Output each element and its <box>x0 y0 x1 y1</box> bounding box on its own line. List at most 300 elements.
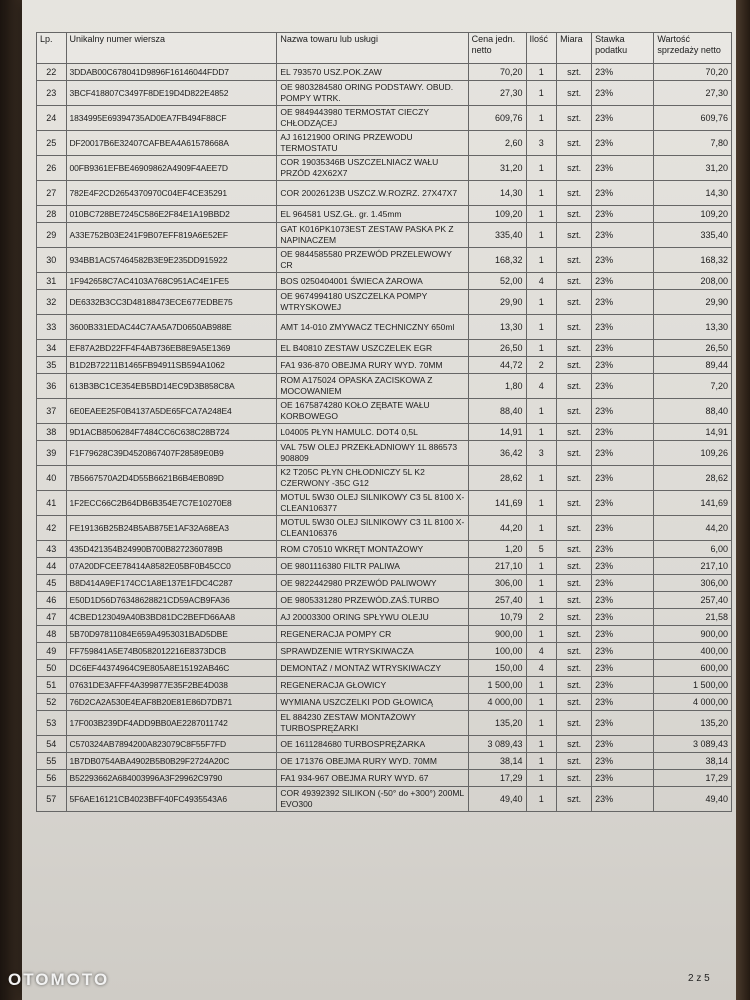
page-number: 2 z 5 <box>688 973 710 984</box>
row-quantity: 1 <box>526 424 557 441</box>
row-unit-price: 900,00 <box>468 626 526 643</box>
row-net-value: 17,29 <box>654 770 732 787</box>
row-vat-rate: 23% <box>592 315 654 340</box>
row-net-value: 31,20 <box>654 156 732 181</box>
row-net-value: 335,40 <box>654 223 732 248</box>
row-unit: szt. <box>557 181 592 206</box>
row-item-name: EL 884230 ZESTAW MONTAŻOWY TURBOSPRĘŻARKI <box>277 711 468 736</box>
row-unit: szt. <box>557 81 592 106</box>
table-row <box>37 156 732 181</box>
row-net-value: 49,40 <box>654 787 732 812</box>
row-code: DF20017B6E32407CAFBEA4A61578668A <box>66 131 277 156</box>
row-unit: szt. <box>557 223 592 248</box>
row-vat-rate: 23% <box>592 466 654 491</box>
row-net-value: 29,90 <box>654 290 732 315</box>
row-code: B52293662A684003996A3F29962C9790 <box>66 770 277 787</box>
row-net-value: 257,40 <box>654 592 732 609</box>
row-lp: 23 <box>37 81 67 106</box>
row-lp: 30 <box>37 248 67 273</box>
row-lp: 39 <box>37 441 67 466</box>
row-net-value: 217,10 <box>654 558 732 575</box>
row-item-name: OE 9674994180 USZCZELKA POMPY WTRYSKOWEJ <box>277 290 468 315</box>
table-row <box>37 541 732 558</box>
row-net-value: 28,62 <box>654 466 732 491</box>
row-unit: szt. <box>557 315 592 340</box>
row-unit: szt. <box>557 660 592 677</box>
row-net-value: 900,00 <box>654 626 732 643</box>
table-row <box>37 399 732 424</box>
row-quantity: 2 <box>526 609 557 626</box>
row-item-name: REGENERACJA GŁOWICY <box>277 677 468 694</box>
row-vat-rate: 23% <box>592 340 654 357</box>
row-item-name: OE 9801116380 FILTR PALIWA <box>277 558 468 575</box>
row-unit-price: 36,42 <box>468 441 526 466</box>
row-vat-rate: 23% <box>592 541 654 558</box>
row-code: 7B5667570A2D4D55B6621B6B4EB089D <box>66 466 277 491</box>
row-net-value: 7,20 <box>654 374 732 399</box>
invoice-items-table <box>36 32 732 812</box>
row-code: 5B70D97811084E659A4953031BAD5DBE <box>66 626 277 643</box>
row-item-name: WYMIANA USZCZELKI POD GŁOWICĄ <box>277 694 468 711</box>
row-code: EF87A2BD22FF4F4AB736EB8E9A5E1369 <box>66 340 277 357</box>
row-net-value: 135,20 <box>654 711 732 736</box>
row-net-value: 600,00 <box>654 660 732 677</box>
row-item-name: REGENERACJA POMPY CR <box>277 626 468 643</box>
row-vat-rate: 23% <box>592 753 654 770</box>
row-lp: 49 <box>37 643 67 660</box>
row-code: 4CBED123049A40B3BD81DC2BEFD66AA8 <box>66 609 277 626</box>
row-code: 1F2ECC66C2B64DB6B354E7C7E10270E8 <box>66 491 277 516</box>
row-unit-price: 1 500,00 <box>468 677 526 694</box>
row-lp: 57 <box>37 787 67 812</box>
row-vat-rate: 23% <box>592 592 654 609</box>
row-lp: 46 <box>37 592 67 609</box>
table-row <box>37 340 732 357</box>
header-unit: Miara <box>557 33 592 64</box>
table-row <box>37 694 732 711</box>
row-vat-rate: 23% <box>592 399 654 424</box>
row-vat-rate: 23% <box>592 491 654 516</box>
row-vat-rate: 23% <box>592 290 654 315</box>
row-unit: szt. <box>557 491 592 516</box>
row-net-value: 6,00 <box>654 541 732 558</box>
row-net-value: 70,20 <box>654 64 732 81</box>
row-item-name: BOS 0250404001 ŚWIECA ŻAROWA <box>277 273 468 290</box>
table-body <box>37 64 732 812</box>
row-item-name: OE 9844585580 PRZEWÓD PRZELEWOWY CR <box>277 248 468 273</box>
row-lp: 38 <box>37 424 67 441</box>
row-code: 5F6AE16121CB4023BFF40FC4935543A6 <box>66 787 277 812</box>
row-item-name: DEMONTAŻ / MONTAŻ WTRYSKIWACZY <box>277 660 468 677</box>
row-item-name: AMT 14-010 ZMYWACZ TECHNICZNY 650ml <box>277 315 468 340</box>
row-item-name: FA1 936-870 OBEJMA RURY WYD. 70MM <box>277 357 468 374</box>
row-vat-rate: 23% <box>592 516 654 541</box>
row-code: 6E0EAEE25F0B4137A5DE65FCA7A248E4 <box>66 399 277 424</box>
row-code: 1F942658C7AC4103A768C951AC4E1FE5 <box>66 273 277 290</box>
row-item-name: ROM A175024 OPASKA ZACISKOWA Z MOCOWANIEM <box>277 374 468 399</box>
row-lp: 41 <box>37 491 67 516</box>
row-lp: 22 <box>37 64 67 81</box>
row-unit: szt. <box>557 273 592 290</box>
table-row <box>37 181 732 206</box>
header-price: Cena jedn. netto <box>468 33 526 64</box>
row-code: F1F79628C39D4520867407F28589E0B9 <box>66 441 277 466</box>
row-quantity: 4 <box>526 660 557 677</box>
row-unit: szt. <box>557 626 592 643</box>
row-vat-rate: 23% <box>592 575 654 592</box>
row-unit-price: 14,91 <box>468 424 526 441</box>
row-lp: 31 <box>37 273 67 290</box>
row-unit-price: 135,20 <box>468 711 526 736</box>
row-unit-price: 29,90 <box>468 290 526 315</box>
row-net-value: 141,69 <box>654 491 732 516</box>
row-net-value: 14,30 <box>654 181 732 206</box>
row-unit: szt. <box>557 575 592 592</box>
row-item-name: OE 1675874280 KOŁO ZĘBATE WAŁU KORBOWEGO <box>277 399 468 424</box>
row-vat-rate: 23% <box>592 643 654 660</box>
row-lp: 50 <box>37 660 67 677</box>
table-row <box>37 315 732 340</box>
row-net-value: 306,00 <box>654 575 732 592</box>
row-net-value: 88,40 <box>654 399 732 424</box>
row-unit-price: 28,62 <box>468 466 526 491</box>
row-lp: 35 <box>37 357 67 374</box>
row-lp: 51 <box>37 677 67 694</box>
table-row <box>37 736 732 753</box>
row-item-name: OE 9805331280 PRZEWÓD.ZAŚ.TURBO <box>277 592 468 609</box>
row-unit: szt. <box>557 106 592 131</box>
row-item-name: FA1 934-967 OBEJMA RURY WYD. 67 <box>277 770 468 787</box>
table-row <box>37 374 732 399</box>
row-unit-price: 1,20 <box>468 541 526 558</box>
row-code: 9D1ACB8506284F7484CC6C638C28B724 <box>66 424 277 441</box>
row-net-value: 109,26 <box>654 441 732 466</box>
row-code: 07A20DFCEE78414A8582E05BF0B45CC0 <box>66 558 277 575</box>
table-row <box>37 106 732 131</box>
row-vat-rate: 23% <box>592 626 654 643</box>
row-lp: 44 <box>37 558 67 575</box>
row-lp: 26 <box>37 156 67 181</box>
row-unit-price: 10,79 <box>468 609 526 626</box>
row-vat-rate: 23% <box>592 206 654 223</box>
table-row <box>37 223 732 248</box>
row-net-value: 4 000,00 <box>654 694 732 711</box>
row-unit-price: 306,00 <box>468 575 526 592</box>
row-unit: szt. <box>557 643 592 660</box>
row-lp: 27 <box>37 181 67 206</box>
table-row <box>37 466 732 491</box>
row-item-name: OE 9849443980 TERMOSTAT CIECZY CHŁODZĄCEJ <box>277 106 468 131</box>
row-quantity: 1 <box>526 340 557 357</box>
row-net-value: 38,14 <box>654 753 732 770</box>
row-unit-price: 88,40 <box>468 399 526 424</box>
row-net-value: 109,20 <box>654 206 732 223</box>
table-row <box>37 677 732 694</box>
row-quantity: 1 <box>526 106 557 131</box>
row-unit-price: 609,76 <box>468 106 526 131</box>
header-code: Unikalny numer wiersza <box>66 33 277 64</box>
row-quantity: 1 <box>526 248 557 273</box>
row-unit-price: 168,32 <box>468 248 526 273</box>
row-unit-price: 52,00 <box>468 273 526 290</box>
row-quantity: 1 <box>526 466 557 491</box>
row-vat-rate: 23% <box>592 736 654 753</box>
table-row <box>37 558 732 575</box>
row-quantity: 1 <box>526 206 557 223</box>
table-row <box>37 592 732 609</box>
row-unit: szt. <box>557 206 592 223</box>
row-item-name: MOTUL 5W30 OLEJ SILNIKOWY C3 1L 8100 X-CLEAN106376 <box>277 516 468 541</box>
background-edge-right <box>736 0 750 1000</box>
row-unit-price: 44,20 <box>468 516 526 541</box>
row-quantity: 3 <box>526 131 557 156</box>
invoice-page <box>22 0 736 1000</box>
row-unit: szt. <box>557 290 592 315</box>
row-lp: 40 <box>37 466 67 491</box>
header-net: Wartość sprzedaży netto <box>654 33 732 64</box>
header-lp: Lp. <box>37 33 67 64</box>
row-unit: szt. <box>557 736 592 753</box>
row-lp: 48 <box>37 626 67 643</box>
row-unit: szt. <box>557 787 592 812</box>
row-item-name: COR 20026123B USZCZ.W.ROZRZ. 27X47X7 <box>277 181 468 206</box>
row-lp: 56 <box>37 770 67 787</box>
table-row <box>37 64 732 81</box>
row-unit: szt. <box>557 711 592 736</box>
row-item-name: EL B40810 ZESTAW USZCZELEK EGR <box>277 340 468 357</box>
row-lp: 24 <box>37 106 67 131</box>
row-item-name: OE 171376 OBEJMA RURY WYD. 70MM <box>277 753 468 770</box>
row-code: 934BB1AC57464582B3E9E235DD915922 <box>66 248 277 273</box>
row-lp: 55 <box>37 753 67 770</box>
row-net-value: 21,58 <box>654 609 732 626</box>
row-quantity: 1 <box>526 575 557 592</box>
row-lp: 29 <box>37 223 67 248</box>
row-vat-rate: 23% <box>592 131 654 156</box>
row-lp: 45 <box>37 575 67 592</box>
row-code: DE6332B3CC3D48188473ECE677EDBE75 <box>66 290 277 315</box>
row-net-value: 208,00 <box>654 273 732 290</box>
row-vat-rate: 23% <box>592 609 654 626</box>
row-net-value: 3 089,43 <box>654 736 732 753</box>
row-lp: 25 <box>37 131 67 156</box>
row-lp: 34 <box>37 340 67 357</box>
row-vat-rate: 23% <box>592 441 654 466</box>
row-quantity: 1 <box>526 491 557 516</box>
row-code: 07631DE3AFFF4A399877E35F2BE4D038 <box>66 677 277 694</box>
row-item-name: OE 9803284580 ORING PODSTAWY. OBUD. POMPY WTRK. <box>277 81 468 106</box>
row-item-name: OE 9822442980 PRZEWÓD PALIWOWY <box>277 575 468 592</box>
row-unit: szt. <box>557 677 592 694</box>
row-code: 1834995E69394735AD0EA7FB494F88CF <box>66 106 277 131</box>
table-row <box>37 626 732 643</box>
row-quantity: 1 <box>526 223 557 248</box>
row-code: C570324AB7894200A823079C8F55F7FD <box>66 736 277 753</box>
row-lp: 54 <box>37 736 67 753</box>
row-quantity: 1 <box>526 156 557 181</box>
row-code: E50D1D56D76348628821CD59ACB9FA36 <box>66 592 277 609</box>
row-unit: szt. <box>557 592 592 609</box>
table-row <box>37 787 732 812</box>
row-unit: szt. <box>557 340 592 357</box>
row-vat-rate: 23% <box>592 223 654 248</box>
row-quantity: 1 <box>526 694 557 711</box>
row-item-name: AJ 16121900 ORING PRZEWODU TERMOSTATU <box>277 131 468 156</box>
row-quantity: 1 <box>526 677 557 694</box>
row-quantity: 4 <box>526 374 557 399</box>
row-net-value: 7,80 <box>654 131 732 156</box>
row-code: FF759841A5E74B0582012216E8373DCB <box>66 643 277 660</box>
row-code: 00FB9361EFBE46909862A4909F4AEE7D <box>66 156 277 181</box>
table-header-row <box>37 33 732 64</box>
row-lp: 42 <box>37 516 67 541</box>
table-row <box>37 273 732 290</box>
row-quantity: 1 <box>526 516 557 541</box>
row-unit: szt. <box>557 374 592 399</box>
row-vat-rate: 23% <box>592 424 654 441</box>
table-row <box>37 660 732 677</box>
row-unit: szt. <box>557 424 592 441</box>
row-vat-rate: 23% <box>592 106 654 131</box>
row-unit-price: 44,72 <box>468 357 526 374</box>
row-quantity: 1 <box>526 558 557 575</box>
row-lp: 28 <box>37 206 67 223</box>
row-unit-price: 31,20 <box>468 156 526 181</box>
row-item-name: K2 T205C PŁYN CHŁODNICZY 5L K2 CZERWONY -35C G12 <box>277 466 468 491</box>
row-quantity: 1 <box>526 64 557 81</box>
table-row <box>37 131 732 156</box>
row-vat-rate: 23% <box>592 357 654 374</box>
row-code: B8D414A9EF174CC1A8E137E1FDC4C287 <box>66 575 277 592</box>
row-item-name: ROM C70510 WKRĘT MONTAŻOWY <box>277 541 468 558</box>
row-net-value: 13,30 <box>654 315 732 340</box>
row-item-name: SPRAWDZENIE WTRYSKIWACZA <box>277 643 468 660</box>
table-row <box>37 770 732 787</box>
row-vat-rate: 23% <box>592 273 654 290</box>
row-unit-price: 100,00 <box>468 643 526 660</box>
row-quantity: 1 <box>526 711 557 736</box>
row-net-value: 609,76 <box>654 106 732 131</box>
row-unit: szt. <box>557 156 592 181</box>
row-net-value: 168,32 <box>654 248 732 273</box>
row-item-name: L04005 PŁYN HAMULC. DOT4 0,5L <box>277 424 468 441</box>
row-item-name: AJ 20003300 ORING SPŁYWU OLEJU <box>277 609 468 626</box>
row-item-name: GAT K016PK1073EST ZESTAW PASKA PK Z NAPINACZEM <box>277 223 468 248</box>
row-code: 1B7DB0754ABA4902B5B0B29F2724A20C <box>66 753 277 770</box>
row-unit: szt. <box>557 694 592 711</box>
row-unit: szt. <box>557 558 592 575</box>
row-vat-rate: 23% <box>592 81 654 106</box>
row-quantity: 5 <box>526 541 557 558</box>
row-vat-rate: 23% <box>592 770 654 787</box>
row-code: B1D2B72211B1465FB94911SB594A1062 <box>66 357 277 374</box>
row-vat-rate: 23% <box>592 711 654 736</box>
row-code: A33E752B03E241F9B07EFF819A6E52EF <box>66 223 277 248</box>
row-item-name: OE 1611284680 TURBOSPRĘŻARKA <box>277 736 468 753</box>
table-row <box>37 753 732 770</box>
row-item-name: EL 793570 USZ.POK.ZAW <box>277 64 468 81</box>
table-row <box>37 441 732 466</box>
row-unit: szt. <box>557 516 592 541</box>
row-quantity: 1 <box>526 770 557 787</box>
row-code: 435D421354B24990B700B8272360789B <box>66 541 277 558</box>
row-quantity: 4 <box>526 643 557 660</box>
header-qty: Ilość <box>526 33 557 64</box>
row-lp: 37 <box>37 399 67 424</box>
row-unit: szt. <box>557 399 592 424</box>
row-net-value: 1 500,00 <box>654 677 732 694</box>
row-lp: 52 <box>37 694 67 711</box>
row-net-value: 89,44 <box>654 357 732 374</box>
otomoto-logo: OTOMOTO <box>8 970 110 989</box>
table-row <box>37 357 732 374</box>
row-unit-price: 70,20 <box>468 64 526 81</box>
table-row <box>37 81 732 106</box>
row-unit: szt. <box>557 441 592 466</box>
table-row <box>37 609 732 626</box>
row-code: 010BC728BE7245C586E2F84E1A19BBD2 <box>66 206 277 223</box>
row-vat-rate: 23% <box>592 181 654 206</box>
row-net-value: 27,30 <box>654 81 732 106</box>
row-net-value: 14,91 <box>654 424 732 441</box>
row-item-name: VAL 75W OLEJ PRZEKŁADNIOWY 1L 886573 908809 <box>277 441 468 466</box>
row-unit: szt. <box>557 466 592 491</box>
row-unit: szt. <box>557 753 592 770</box>
table-row <box>37 643 732 660</box>
row-code: 3DDAB00C678041D9896F16146044FDD7 <box>66 64 277 81</box>
row-unit-price: 14,30 <box>468 181 526 206</box>
header-vat: Stawka podatku <box>592 33 654 64</box>
row-quantity: 3 <box>526 441 557 466</box>
row-code: 3BCF418807C3497F8DE19D4D822E4852 <box>66 81 277 106</box>
row-net-value: 400,00 <box>654 643 732 660</box>
row-unit-price: 26,50 <box>468 340 526 357</box>
row-code: 782E4F2CD2654370970C04EF4CE35291 <box>66 181 277 206</box>
table-row <box>37 516 732 541</box>
row-item-name: COR 19035346B USZCZELNIACZ WAŁU PRZÓD 42X62X7 <box>277 156 468 181</box>
row-code: 3600B331EDAC44C7AA5A7D0650AB988E <box>66 315 277 340</box>
row-quantity: 1 <box>526 81 557 106</box>
row-unit-price: 141,69 <box>468 491 526 516</box>
table-row <box>37 491 732 516</box>
row-code: 76D2CA2A530E4EAF8B20E81E86D7DB71 <box>66 694 277 711</box>
row-unit: szt. <box>557 357 592 374</box>
row-quantity: 1 <box>526 315 557 340</box>
row-lp: 36 <box>37 374 67 399</box>
table-row <box>37 290 732 315</box>
table-row <box>37 711 732 736</box>
row-item-name: COR 49392392 SILIKON (-50° do +300°) 200ML EVO300 <box>277 787 468 812</box>
row-item-name: MOTUL 5W30 OLEJ SILNIKOWY C3 5L 8100 X-CLEAN106377 <box>277 491 468 516</box>
row-item-name: EL 964581 USZ.GŁ. gr. 1.45mm <box>277 206 468 223</box>
row-unit-price: 1,80 <box>468 374 526 399</box>
row-vat-rate: 23% <box>592 787 654 812</box>
row-unit-price: 3 089,43 <box>468 736 526 753</box>
row-unit-price: 4 000,00 <box>468 694 526 711</box>
row-unit-price: 17,29 <box>468 770 526 787</box>
row-quantity: 1 <box>526 787 557 812</box>
row-quantity: 4 <box>526 273 557 290</box>
row-unit: szt. <box>557 248 592 273</box>
table-row <box>37 575 732 592</box>
row-unit-price: 257,40 <box>468 592 526 609</box>
row-unit: szt. <box>557 770 592 787</box>
row-unit-price: 335,40 <box>468 223 526 248</box>
row-quantity: 1 <box>526 181 557 206</box>
row-vat-rate: 23% <box>592 248 654 273</box>
row-unit-price: 49,40 <box>468 787 526 812</box>
header-name: Nazwa towaru lub usługi <box>277 33 468 64</box>
